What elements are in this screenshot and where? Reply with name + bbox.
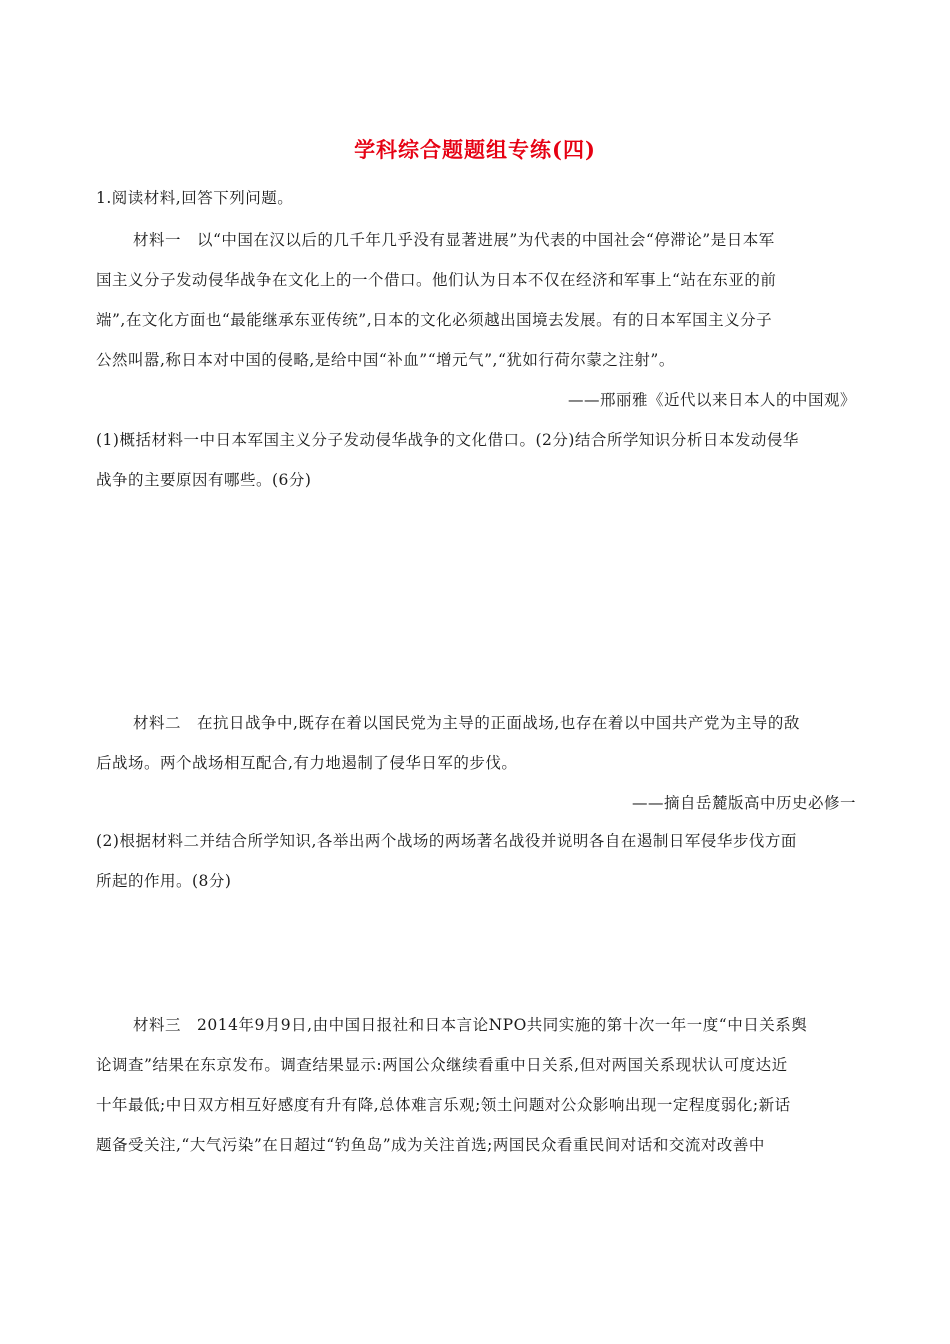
- material1-line-2: 国主义分子发动侵华战争在文化上的一个借口。他们认为日本不仅在经济和军事上“站在东亚的前: [96, 271, 777, 289]
- material1-line-4: 公然叫嚣,称日本对中国的侵略,是给中国“补血”“增元气”,“犹如行荷尔蒙之注射”。: [96, 351, 675, 369]
- subquestion2-line-2: 所起的作用。(8分): [96, 872, 232, 890]
- material3-line-1: 材料三 2014年9月9日,由中国日报社和日本言论NPO共同实施的第十次一年一度“中日关系舆: [133, 1016, 808, 1034]
- subquestion1-line-2: 战争的主要原因有哪些。(6分): [96, 471, 312, 489]
- material1-line-3: 端”,在文化方面也“最能继承东亚传统”,日本的文化必须越出国境去发展。有的日本军国主义分子: [96, 311, 773, 329]
- material2-line-2: 后战场。两个战场相互配合,有力地遏制了侵华日军的步伐。: [96, 754, 518, 772]
- page-title: 学科综合题题组专练(四): [354, 137, 596, 162]
- subquestion2-line-1: (2)根据材料二并结合所学知识,各举出两个战场的两场著名战役并说明各自在遏制日军侵华步伐方面: [96, 832, 797, 850]
- material3-line-4: 题备受关注,“大气污染”在日超过“钓鱼岛”成为关注首选;两国民众看重民间对话和交流对改善中: [96, 1136, 765, 1154]
- subquestion1-line-1: (1)概括材料一中日本军国主义分子发动侵华战争的文化借口。(2分)结合所学知识分析日本发动侵华: [96, 431, 799, 449]
- material1-source: ——邢丽雅《近代以来日本人的中国观》: [567, 391, 856, 409]
- material1-line-1: 材料一 以“中国在汉以后的几千年几乎没有显著进展”为代表的中国社会“停滞论”是日本军: [133, 231, 775, 249]
- material3-line-3: 十年最低;中日双方相互好感度有升有降,总体难言乐观;领土问题对公众影响出现一定程度弱化;新话: [96, 1096, 791, 1114]
- material3-line-2: 论调查”结果在东京发布。调查结果显示:两国公众继续看重中日关系,但对两国关系现状认可度达近: [96, 1056, 788, 1074]
- material2-line-1: 材料二 在抗日战争中,既存在着以国民党为主导的正面战场,也存在着以中国共产党为主导的敌: [133, 714, 800, 732]
- material2-source: ——摘自岳麓版高中历史必修一: [631, 794, 856, 812]
- question-intro: 1.阅读材料,回答下列问题。: [96, 189, 294, 207]
